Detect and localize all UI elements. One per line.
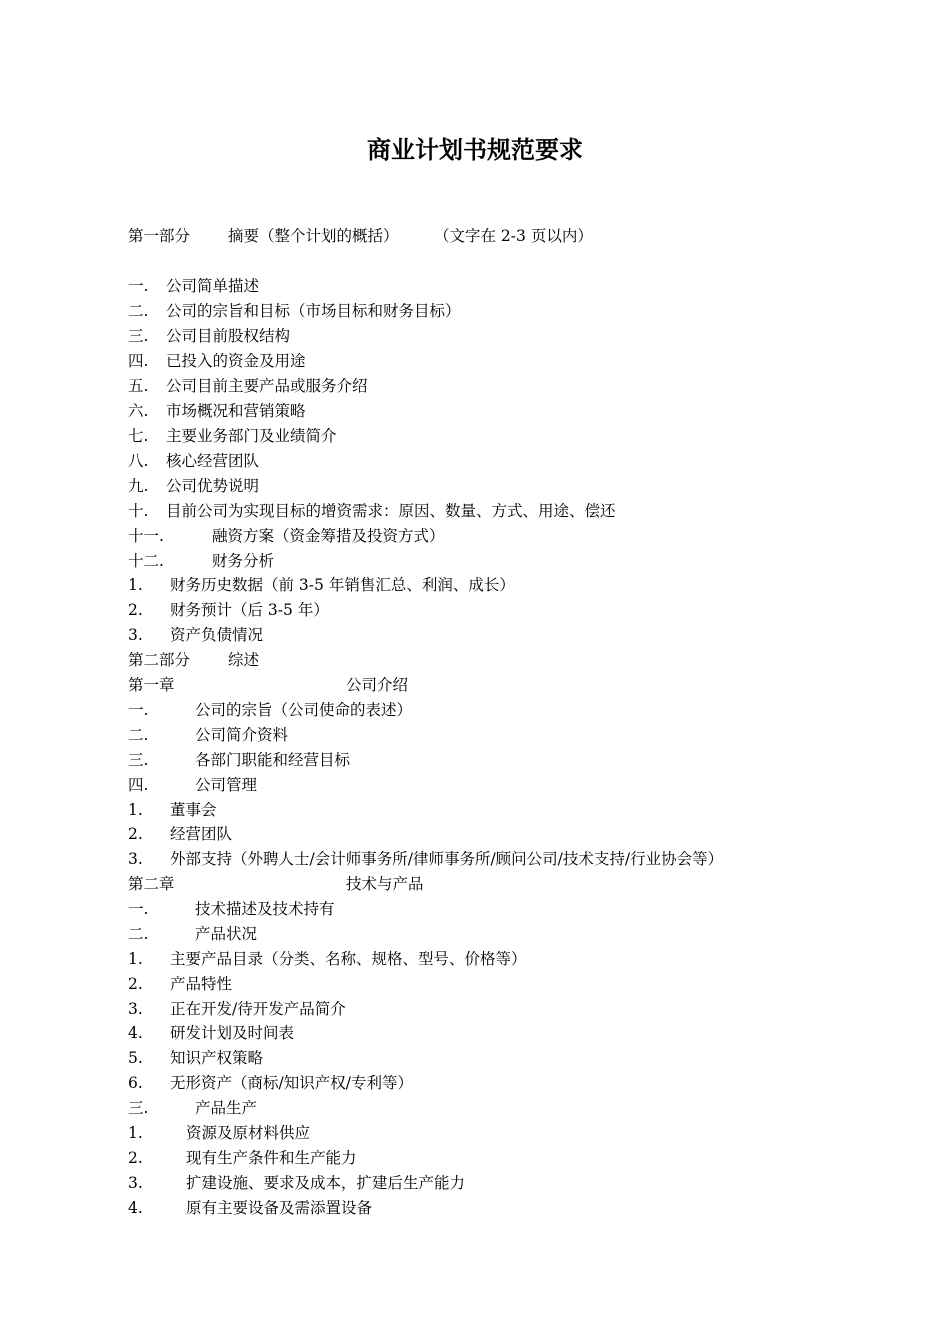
item-number: 三. (128, 1099, 149, 1117)
item-text: 产品状况 (195, 925, 258, 943)
item-number: 一. (128, 277, 149, 295)
item-text: 公司目前主要产品或服务介绍 (166, 377, 368, 395)
item-text: 技术描述及技术持有 (195, 900, 335, 918)
item-text: 主要产品目录（分类、名称、规格、型号、价格等） (170, 950, 527, 968)
chapter2-title: 技术与产品 (346, 875, 424, 893)
part1-label: 第一部分 (128, 227, 191, 245)
item-text: 各部门职能和经营目标 (195, 751, 351, 769)
item-number: 1. (128, 950, 143, 968)
item-number: 1. (128, 576, 143, 594)
item-number: 2. (128, 825, 143, 843)
item-number: 九. (128, 477, 149, 495)
item-text: 主要业务部门及业绩简介 (166, 427, 337, 445)
item-text: 公司简介资料 (195, 726, 289, 744)
item-number: 2. (128, 975, 143, 993)
item-text: 财务预计（后 3-5 年） (170, 601, 329, 619)
item-text: 现有生产条件和生产能力 (186, 1149, 357, 1167)
item-number: 八. (128, 452, 149, 470)
item-number: 3. (128, 1000, 143, 1018)
item-text: 公司简单描述 (166, 277, 260, 295)
item-text: 产品特性 (170, 975, 233, 993)
document-title: 商业计划书规范要求 (367, 136, 583, 164)
item-number: 十一. (128, 527, 164, 545)
item-number: 6. (128, 1074, 143, 1092)
item-text: 市场概况和营销策略 (166, 402, 306, 420)
item-number: 十二. (128, 552, 164, 570)
item-text: 董事会 (170, 801, 217, 819)
item-text: 财务历史数据（前 3-5 年销售汇总、利润、成长） (170, 576, 515, 594)
item-number: 四. (128, 352, 149, 370)
item-number: 一. (128, 900, 149, 918)
item-text: 资产负债情况 (170, 626, 264, 644)
item-text: 财务分析 (212, 552, 275, 570)
item-number: 4. (128, 1024, 143, 1042)
item-text: 资源及原材料供应 (186, 1124, 311, 1142)
item-number: 2. (128, 601, 143, 619)
part1-note: （文字在 2-3 页以内） (434, 227, 593, 245)
item-text: 经营团队 (170, 825, 233, 843)
item-number: 1. (128, 801, 143, 819)
item-text: 公司的宗旨和目标（市场目标和财务目标） (166, 302, 461, 320)
item-text: 外部支持（外聘人士/会计师事务所/律师事务所/顾问公司/技术支持/行业协会等） (170, 850, 724, 868)
part1-title: 摘要（整个计划的概括） (228, 227, 399, 245)
item-text: 研发计划及时间表 (170, 1024, 295, 1042)
item-text: 目前公司为实现目标的增资需求：原因、数量、方式、用途、偿还 (166, 502, 616, 520)
item-text: 核心经营团队 (166, 452, 260, 470)
item-text: 已投入的资金及用途 (166, 352, 306, 370)
item-number: 3. (128, 1174, 143, 1192)
item-text: 融资方案（资金筹措及投资方式） (212, 527, 445, 545)
item-number: 5. (128, 1049, 143, 1067)
item-number: 二. (128, 925, 149, 943)
item-text: 正在开发/待开发产品简介 (170, 1000, 346, 1018)
item-text: 知识产权策略 (170, 1049, 264, 1067)
item-number: 二. (128, 302, 149, 320)
item-number: 三. (128, 327, 149, 345)
item-number: 4. (128, 1199, 143, 1217)
item-number: 3. (128, 626, 143, 644)
item-text: 公司优势说明 (166, 477, 260, 495)
item-number: 三. (128, 751, 149, 769)
item-number: 3. (128, 850, 143, 868)
item-number: 二. (128, 726, 149, 744)
item-text: 产品生产 (195, 1099, 258, 1117)
item-number: 六. (128, 402, 149, 420)
item-text: 无形资产（商标/知识产权/专利等） (170, 1074, 413, 1092)
part2-label: 第二部分 (128, 651, 191, 669)
item-number: 1. (128, 1124, 143, 1142)
item-text: 原有主要设备及需添置设备 (186, 1199, 373, 1217)
item-text: 扩建设施、要求及成本，扩建后生产能力 (186, 1174, 466, 1192)
item-number: 一. (128, 701, 149, 719)
item-text: 公司管理 (195, 776, 258, 794)
item-number: 四. (128, 776, 149, 794)
item-number: 十. (128, 502, 149, 520)
part2-title: 综述 (228, 651, 260, 669)
item-text: 公司的宗旨（公司使命的表述） (195, 701, 413, 719)
chapter1-title: 公司介绍 (346, 676, 409, 694)
item-number: 七. (128, 427, 149, 445)
item-text: 公司目前股权结构 (166, 327, 291, 345)
chapter2-label: 第二章 (128, 875, 175, 893)
chapter1-label: 第一章 (128, 676, 175, 694)
item-number: 五. (128, 377, 149, 395)
item-number: 2. (128, 1149, 143, 1167)
